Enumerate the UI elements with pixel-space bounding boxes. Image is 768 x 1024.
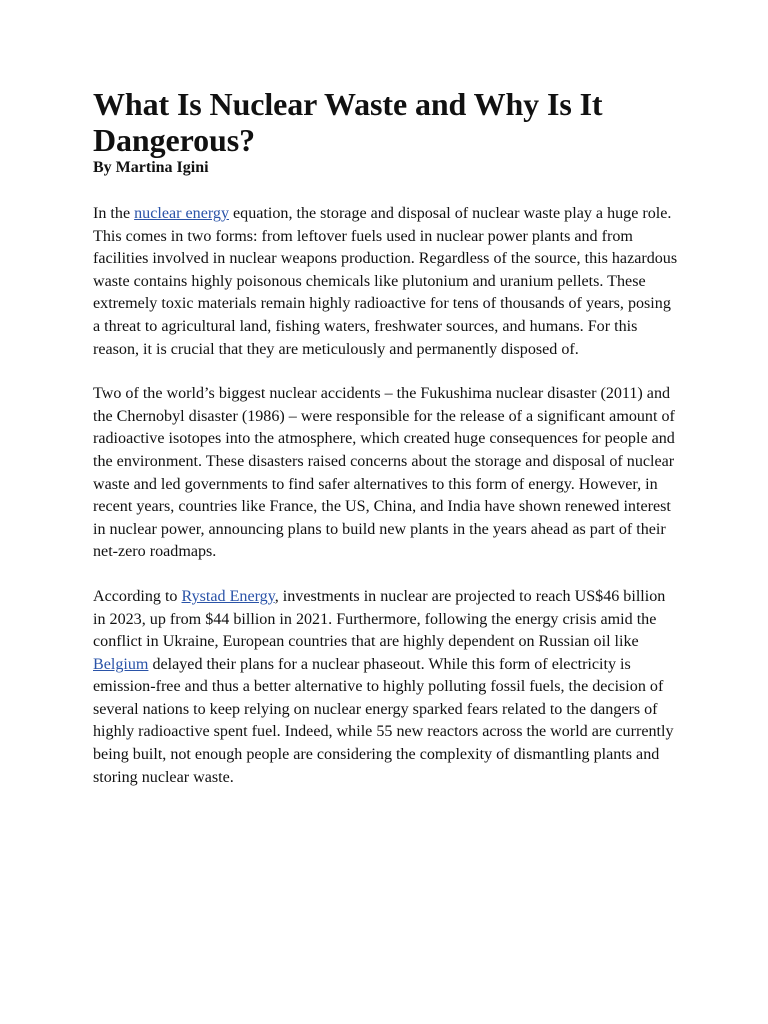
nuclear-energy-link[interactable]: nuclear energy [134,205,229,222]
paragraph-text: Two of the world’s biggest nuclear accidents – the Fukushima nuclear disaster (2011) and the Chernobyl disaster (1986) – were responsible for the release of a significant amount of radioactive isotopes into the atmosphere, which created huge consequences for people and the environment. These disasters raised concerns about the storage and disposal of nuclear waste and led governments to find safer alternatives to this form of energy. However, in recent years, countries like France, the US, China, and India have shown renewed interest in nuclear power, announcing plans to build new plants in the years ahead as part of their net-zero roadmaps. [93,385,675,561]
document-page [93,86,681,811]
paragraph-text: According to [93,587,182,605]
article-paragraph-2 [93,383,681,564]
paragraph-text: delayed their plans for a nuclear phaseout. While this form of electricity is emission-free and thus a better alternative to highly polluting fossil fuels, the decision of several nations to keep relying on nuclear energy sparked fears related to the dangers of highly radioactive spent fuel. Indeed, while 55 new reactors across the world are currently being built, not enough people are considering the complexity of dismantling plants and storing nuclear waste. [93,655,674,786]
rystad-energy-link[interactable]: Rystad Energy [181,587,275,605]
paragraph-text: , investments in nuclear are projected to reach US$46 billion in 2023, up from $44 billion in 2021. Furthermore, following the energy crisis amid the conflict in Ukraine, European countries that are highly dependent on Russian oil like [93,587,666,651]
article-title: What Is Nuclear Waste and Why Is It Dangerous? [93,86,603,158]
article-paragraph-3 [93,586,681,789]
paragraph-text: In the [93,205,135,222]
belgium-link[interactable]: Belgium [93,655,149,673]
article-paragraph-1 [93,203,681,361]
paragraph-text: equation, the storage and disposal of nuclear waste play a huge role. This comes in two forms: from leftover fuels used in nuclear power plants and from facilities involved in nuclear weapons production. Regardless of the source, this hazardous waste contains highly poisonous chemicals like plutonium and uranium pellets. These extremely toxic materials remain highly radioactive for tens of thousands of years, posing a threat to agricultural land, fishing waters, freshwater sources, and humans. For this reason, it is crucial that they are meticulously and permanently disposed of. [93,205,678,358]
article-byline: By Martina Igini [93,159,209,176]
